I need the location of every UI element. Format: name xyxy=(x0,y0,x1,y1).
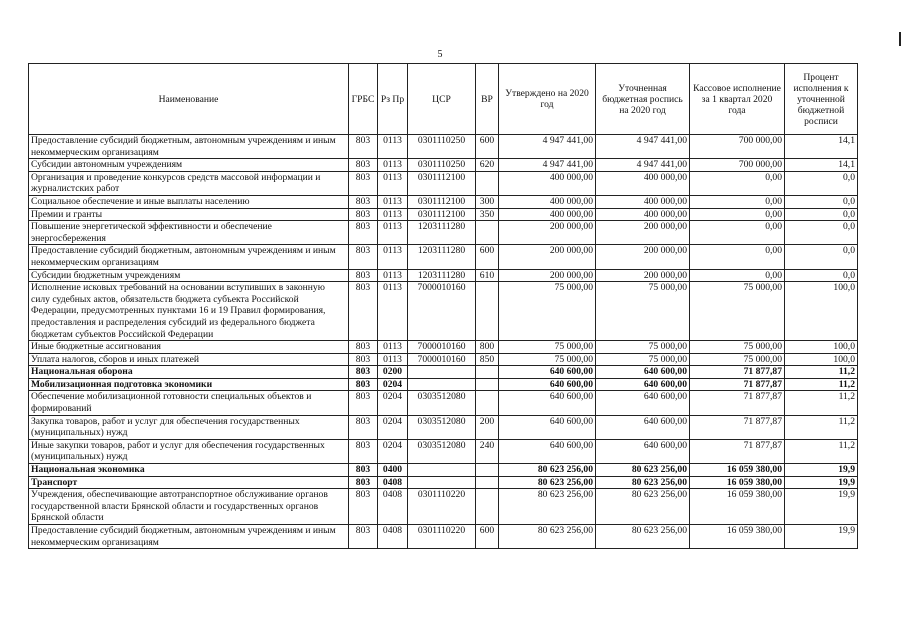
cell-rz: 0408 xyxy=(378,476,408,489)
cell-vr xyxy=(476,464,499,477)
cell-grbs: 803 xyxy=(349,221,378,245)
cell-revised: 200 000,00 xyxy=(596,245,690,269)
cell-rz: 0113 xyxy=(378,282,408,341)
cell-approved: 640 600,00 xyxy=(499,439,596,463)
cell-vr: 200 xyxy=(476,415,499,439)
table-row xyxy=(29,476,858,489)
cell-percent: 0,0 xyxy=(785,269,858,282)
col-header-csr: ЦСР xyxy=(408,64,476,135)
cell-name: Закупка товаров, работ и услуг для обеспечения государственных (муниципальных) нужд xyxy=(29,415,349,439)
cell-name: Уплата налогов, сборов и иных платежей xyxy=(29,353,349,366)
cell-name: Социальное обеспечение и иные выплаты населению xyxy=(29,195,349,208)
cell-vr xyxy=(476,378,499,391)
cell-approved: 200 000,00 xyxy=(499,245,596,269)
cell-approved: 80 623 256,00 xyxy=(499,489,596,525)
cell-csr: 0301110220 xyxy=(408,525,476,549)
cell-executed: 71 877,87 xyxy=(690,439,785,463)
cell-executed: 0,00 xyxy=(690,245,785,269)
cell-csr: 0301112100 xyxy=(408,208,476,221)
cell-revised: 400 000,00 xyxy=(596,171,690,195)
col-header-name: Наименование xyxy=(29,64,349,135)
cell-vr: 240 xyxy=(476,439,499,463)
cell-csr xyxy=(408,464,476,477)
table-row xyxy=(29,195,858,208)
table-row xyxy=(29,341,858,354)
cell-name: Транспорт xyxy=(29,476,349,489)
cell-name: Предоставление субсидий бюджетным, автономным учреждениям и иным некоммерческим организациям xyxy=(29,135,349,159)
cell-percent: 11,2 xyxy=(785,366,858,379)
cell-percent: 19,9 xyxy=(785,525,858,549)
cell-approved: 80 623 256,00 xyxy=(499,525,596,549)
cell-approved: 200 000,00 xyxy=(499,221,596,245)
cell-revised: 75 000,00 xyxy=(596,341,690,354)
col-header-grbs: ГРБС xyxy=(349,64,378,135)
cell-executed: 700 000,00 xyxy=(690,159,785,172)
cell-revised: 80 623 256,00 xyxy=(596,489,690,525)
cell-name: Мобилизационная подготовка экономики xyxy=(29,378,349,391)
cell-percent: 11,2 xyxy=(785,378,858,391)
cell-csr: 1203111280 xyxy=(408,221,476,245)
table-row xyxy=(29,269,858,282)
cell-grbs: 803 xyxy=(349,476,378,489)
cell-approved: 75 000,00 xyxy=(499,341,596,354)
cell-rz: 0400 xyxy=(378,464,408,477)
cell-percent: 19,9 xyxy=(785,476,858,489)
cell-name: Исполнение исковых требований на основании вступивших в законную силу судебных актов, обязательств бюджета субъекта Российской Федерации, предусмотренных пунктами 16 и 19 Правил формирования, предоставления и распределения субсидий из федерального бюджета бюджетам субъектов Российской Федерации xyxy=(29,282,349,341)
cell-executed: 16 059 380,00 xyxy=(690,525,785,549)
cell-csr: 0301112100 xyxy=(408,171,476,195)
cell-revised: 4 947 441,00 xyxy=(596,159,690,172)
cell-name: Организация и проведение конкурсов средств массовой информации и журналистских работ xyxy=(29,171,349,195)
cell-grbs: 803 xyxy=(349,269,378,282)
cell-name: Предоставление субсидий бюджетным, автономным учреждениям и иным некоммерческим организациям xyxy=(29,245,349,269)
col-header-rz: Рз Пр xyxy=(378,64,408,135)
cell-rz: 0200 xyxy=(378,366,408,379)
col-header-executed: Кассовое исполнение за 1 квартал 2020 года xyxy=(690,64,785,135)
cell-csr: 7000010160 xyxy=(408,282,476,341)
cell-grbs: 803 xyxy=(349,378,378,391)
cell-executed: 71 877,87 xyxy=(690,366,785,379)
cell-approved: 400 000,00 xyxy=(499,171,596,195)
cell-rz: 0113 xyxy=(378,353,408,366)
cell-rz: 0113 xyxy=(378,221,408,245)
table-row xyxy=(29,391,858,415)
cell-approved: 80 623 256,00 xyxy=(499,464,596,477)
cell-percent: 100,0 xyxy=(785,353,858,366)
cell-name: Иные закупки товаров, работ и услуг для обеспечения государственных (муниципальных) нужд xyxy=(29,439,349,463)
table-row xyxy=(29,366,858,379)
table-row xyxy=(29,171,858,195)
cell-percent: 11,2 xyxy=(785,439,858,463)
cell-percent: 19,9 xyxy=(785,489,858,525)
cell-revised: 75 000,00 xyxy=(596,353,690,366)
cell-executed: 75 000,00 xyxy=(690,353,785,366)
cell-revised: 640 600,00 xyxy=(596,378,690,391)
table-row xyxy=(29,135,858,159)
cell-executed: 0,00 xyxy=(690,195,785,208)
cell-percent: 0,0 xyxy=(785,171,858,195)
cell-name: Национальная оборона xyxy=(29,366,349,379)
cell-name: Премии и гранты xyxy=(29,208,349,221)
cell-executed: 16 059 380,00 xyxy=(690,489,785,525)
cell-revised: 80 623 256,00 xyxy=(596,476,690,489)
table-row xyxy=(29,353,858,366)
cell-name: Субсидии автономным учреждениям xyxy=(29,159,349,172)
cell-executed: 700 000,00 xyxy=(690,135,785,159)
cell-rz: 0113 xyxy=(378,195,408,208)
cell-revised: 200 000,00 xyxy=(596,269,690,282)
cell-rz: 0113 xyxy=(378,159,408,172)
cell-executed: 0,00 xyxy=(690,269,785,282)
cell-executed: 71 877,87 xyxy=(690,415,785,439)
cell-csr: 0301110250 xyxy=(408,135,476,159)
cell-percent: 11,2 xyxy=(785,391,858,415)
cell-vr: 350 xyxy=(476,208,499,221)
cell-vr xyxy=(476,391,499,415)
cell-approved: 640 600,00 xyxy=(499,391,596,415)
cell-csr: 7000010160 xyxy=(408,341,476,354)
cell-vr: 610 xyxy=(476,269,499,282)
cell-executed: 71 877,87 xyxy=(690,391,785,415)
cell-grbs: 803 xyxy=(349,245,378,269)
cell-grbs: 803 xyxy=(349,391,378,415)
cell-vr: 600 xyxy=(476,525,499,549)
cell-revised: 640 600,00 xyxy=(596,366,690,379)
cell-csr: 0301110250 xyxy=(408,159,476,172)
cell-approved: 400 000,00 xyxy=(499,208,596,221)
cell-grbs: 803 xyxy=(349,171,378,195)
cell-csr: 0303512080 xyxy=(408,415,476,439)
cell-name: Обеспечение мобилизационной готовности специальных объектов и формирований xyxy=(29,391,349,415)
cell-name: Национальная экономика xyxy=(29,464,349,477)
cell-name: Субсидии бюджетным учреждениям xyxy=(29,269,349,282)
cell-executed: 0,00 xyxy=(690,171,785,195)
col-header-approved: Утверждено на 2020 год xyxy=(499,64,596,135)
cell-approved: 4 947 441,00 xyxy=(499,159,596,172)
cell-approved: 80 623 256,00 xyxy=(499,476,596,489)
cell-percent: 19,9 xyxy=(785,464,858,477)
cell-vr xyxy=(476,366,499,379)
cell-percent: 11,2 xyxy=(785,415,858,439)
cell-grbs: 803 xyxy=(349,208,378,221)
table-header-row xyxy=(29,64,858,135)
cell-executed: 0,00 xyxy=(690,221,785,245)
cell-vr xyxy=(476,489,499,525)
cell-grbs: 803 xyxy=(349,353,378,366)
cell-approved: 4 947 441,00 xyxy=(499,135,596,159)
cell-name: Предоставление субсидий бюджетным, автономным учреждениям и иным некоммерческим организациям xyxy=(29,525,349,549)
cell-rz: 0408 xyxy=(378,525,408,549)
cell-csr xyxy=(408,476,476,489)
cell-rz: 0204 xyxy=(378,391,408,415)
table-row xyxy=(29,525,858,549)
cell-percent: 100,0 xyxy=(785,341,858,354)
table-row xyxy=(29,378,858,391)
cell-revised: 80 623 256,00 xyxy=(596,525,690,549)
cell-vr xyxy=(476,282,499,341)
cell-percent: 14,1 xyxy=(785,159,858,172)
cell-percent: 100,0 xyxy=(785,282,858,341)
cell-grbs: 803 xyxy=(349,439,378,463)
budget-table xyxy=(28,63,858,549)
cell-vr xyxy=(476,171,499,195)
cell-revised: 640 600,00 xyxy=(596,415,690,439)
cell-csr: 7000010160 xyxy=(408,353,476,366)
cell-grbs: 803 xyxy=(349,525,378,549)
cell-rz: 0113 xyxy=(378,208,408,221)
cell-rz: 0204 xyxy=(378,378,408,391)
cell-grbs: 803 xyxy=(349,282,378,341)
cell-percent: 0,0 xyxy=(785,195,858,208)
page-number: 5 xyxy=(437,49,443,60)
cell-rz: 0113 xyxy=(378,135,408,159)
cell-grbs: 803 xyxy=(349,489,378,525)
cell-approved: 640 600,00 xyxy=(499,415,596,439)
cell-vr xyxy=(476,476,499,489)
cell-grbs: 803 xyxy=(349,341,378,354)
cell-csr xyxy=(408,366,476,379)
cell-vr: 300 xyxy=(476,195,499,208)
cell-csr: 1203111280 xyxy=(408,269,476,282)
cell-rz: 0204 xyxy=(378,415,408,439)
cell-grbs: 803 xyxy=(349,135,378,159)
cell-approved: 75 000,00 xyxy=(499,353,596,366)
cell-percent: 0,0 xyxy=(785,208,858,221)
cell-approved: 640 600,00 xyxy=(499,366,596,379)
cell-grbs: 803 xyxy=(349,366,378,379)
cell-vr: 800 xyxy=(476,341,499,354)
cell-csr: 0301110220 xyxy=(408,489,476,525)
cell-percent: 0,0 xyxy=(785,221,858,245)
cell-executed: 71 877,87 xyxy=(690,378,785,391)
cell-grbs: 803 xyxy=(349,464,378,477)
cell-name: Учреждения, обеспечивающие автотранспортное обслуживание органов государственной власти Брянской области и государственных органов Брянской области xyxy=(29,489,349,525)
cell-csr xyxy=(408,378,476,391)
cell-csr: 0301112100 xyxy=(408,195,476,208)
cell-rz: 0113 xyxy=(378,341,408,354)
cell-vr: 620 xyxy=(476,159,499,172)
cell-revised: 400 000,00 xyxy=(596,208,690,221)
cell-approved: 400 000,00 xyxy=(499,195,596,208)
cell-executed: 75 000,00 xyxy=(690,282,785,341)
cell-csr: 1203111280 xyxy=(408,245,476,269)
cell-rz: 0408 xyxy=(378,489,408,525)
table-row xyxy=(29,489,858,525)
cell-approved: 200 000,00 xyxy=(499,269,596,282)
cell-revised: 75 000,00 xyxy=(596,282,690,341)
col-header-vr: ВР xyxy=(476,64,499,135)
cell-rz: 0113 xyxy=(378,269,408,282)
cell-approved: 75 000,00 xyxy=(499,282,596,341)
cell-grbs: 803 xyxy=(349,415,378,439)
cell-revised: 80 623 256,00 xyxy=(596,464,690,477)
cell-rz: 0113 xyxy=(378,171,408,195)
cell-rz: 0204 xyxy=(378,439,408,463)
scan-edge-mark xyxy=(899,32,901,46)
table-row xyxy=(29,208,858,221)
table-row xyxy=(29,439,858,463)
cell-vr: 850 xyxy=(476,353,499,366)
cell-executed: 16 059 380,00 xyxy=(690,464,785,477)
cell-vr: 600 xyxy=(476,135,499,159)
cell-revised: 200 000,00 xyxy=(596,221,690,245)
cell-revised: 640 600,00 xyxy=(596,391,690,415)
cell-executed: 0,00 xyxy=(690,208,785,221)
cell-approved: 640 600,00 xyxy=(499,378,596,391)
cell-csr: 0303512080 xyxy=(408,391,476,415)
table-row xyxy=(29,464,858,477)
col-header-revised: Уточненная бюджетная роспись на 2020 год xyxy=(596,64,690,135)
cell-vr: 600 xyxy=(476,245,499,269)
cell-grbs: 803 xyxy=(349,159,378,172)
cell-vr xyxy=(476,221,499,245)
cell-grbs: 803 xyxy=(349,195,378,208)
table-row xyxy=(29,245,858,269)
cell-percent: 14,1 xyxy=(785,135,858,159)
col-header-percent: Процент исполнения к уточненной бюджетной росписи xyxy=(785,64,858,135)
table-row xyxy=(29,282,858,341)
cell-executed: 75 000,00 xyxy=(690,341,785,354)
table-row xyxy=(29,159,858,172)
cell-revised: 400 000,00 xyxy=(596,195,690,208)
cell-rz: 0113 xyxy=(378,245,408,269)
cell-revised: 4 947 441,00 xyxy=(596,135,690,159)
cell-revised: 640 600,00 xyxy=(596,439,690,463)
cell-name: Иные бюджетные ассигнования xyxy=(29,341,349,354)
cell-percent: 0,0 xyxy=(785,245,858,269)
table-row xyxy=(29,221,858,245)
cell-executed: 16 059 380,00 xyxy=(690,476,785,489)
table-row xyxy=(29,415,858,439)
cell-csr: 0303512080 xyxy=(408,439,476,463)
cell-name: Повышение энергетической эффективности и обеспечение энергосбережения xyxy=(29,221,349,245)
